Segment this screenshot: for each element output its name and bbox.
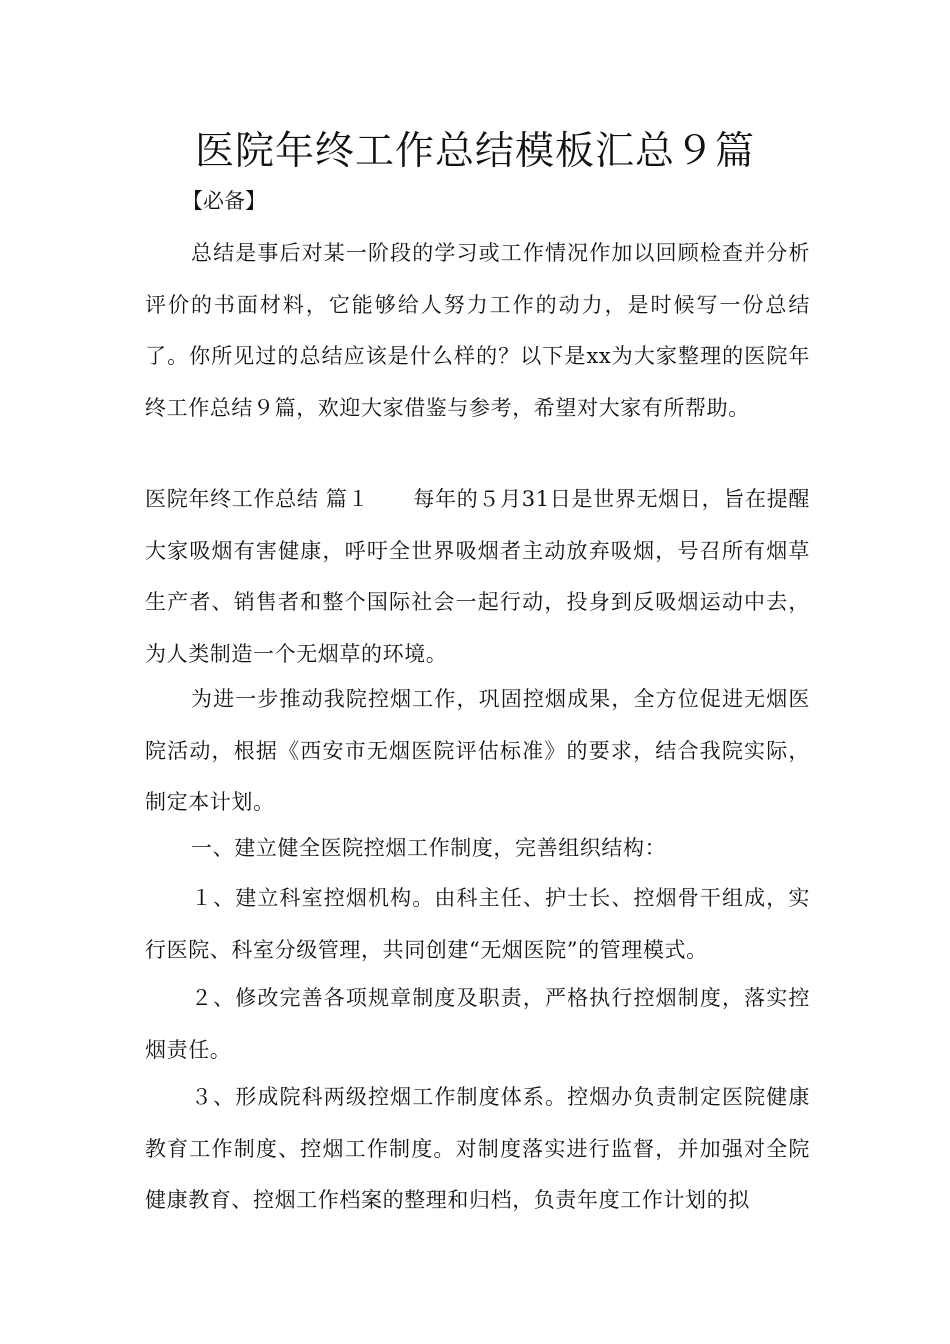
paragraph-2: 为进一步推动我院控烟工作，巩固控烟成果，全方位促进无烟医院活动，根据《西安市无烟医院评估标准》的要求，结合我院实际，制定本计划。 (145, 687, 810, 814)
intro-paragraph: 总结是事后对某一阶段的学习或工作情况作加以回顾检查并分析评价的书面材料，它能够给人努力工作的动力，是时候写一份总结了。你所见过的总结应该是什么样的？以下是xx为大家整理的医院年终工作总结９篇，欢迎大家借鉴与参考，希望对大家有所帮助。 (145, 241, 810, 420)
section-1-text: 每年的５月31日是世界无烟日，旨在提醒大家吸烟有害健康，呼吁全世界吸烟者主动放弃吸烟，号召所有烟草生产者、销售者和整个国际社会一起行动，投身到反吸烟运动中去，为人类制造一个无烟草的环境。 (145, 487, 810, 666)
paragraph-6: ３、形成院科两级控烟工作制度体系。控烟办负责制定医院健康教育工作制度、控烟工作制度。对制度落实进行监督，并加强对全院健康教育、控烟工作档案的整理和归档，负责年度工作计划的拟 (145, 1085, 810, 1212)
paragraph-5: ２、修改完善各项规章制度及职责，严格执行控烟制度，落实控烟责任。 (145, 986, 810, 1062)
paragraph-4: １、建立科室控烟机构。由科主任、护士长、控烟骨干组成，实行医院、科室分级管理，共同创建“无烟医院”的管理模式。 (145, 886, 810, 962)
section-1-heading: 医院年终工作总结 篇１ (145, 487, 370, 511)
paragraph-3: 一、建立健全医院控烟工作制度，完善组织结构： (191, 836, 667, 860)
document-title: 医院年终工作总结模板汇总９篇 (194, 129, 755, 174)
section-1-paragraph (145, 474, 810, 680)
document-tag: 【必备】 (182, 189, 266, 213)
